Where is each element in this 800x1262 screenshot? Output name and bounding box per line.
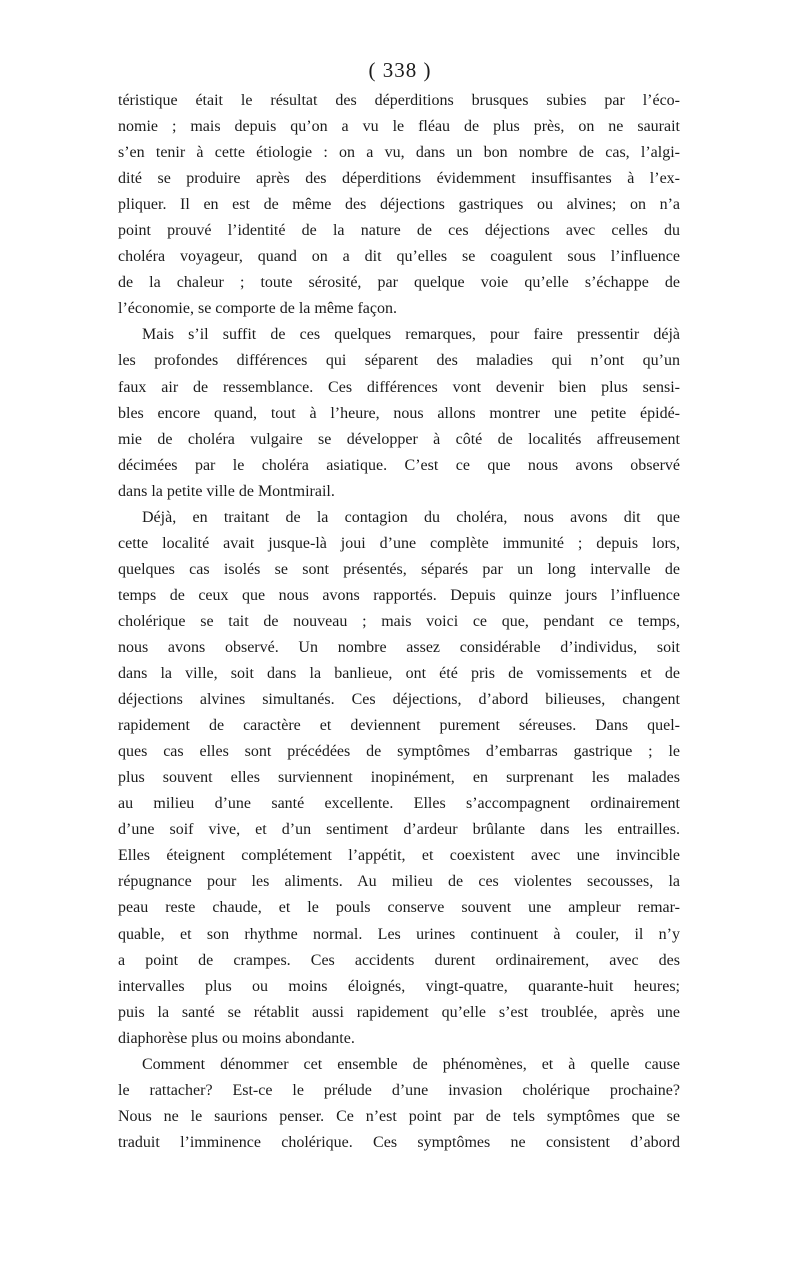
text-line: nous avons observé. Un nombre assez considérable d’individus, soit bbox=[118, 638, 680, 656]
text-line: intervalles plus ou moins éloignés, vingt-quatre, quarante-huit heures; bbox=[118, 977, 680, 995]
text-line: l’économie, se comporte de la même façon. bbox=[118, 300, 397, 318]
text-line: dité se produire après des déperditions évidemment insuffisantes à l’ex- bbox=[118, 170, 680, 188]
text-line: nomie ; mais depuis qu’on a vu le fléau de plus près, on ne saurait bbox=[118, 118, 680, 136]
text-line: d’une soif vive, et d’un sentiment d’ardeur brûlante dans les entrailles. bbox=[118, 821, 680, 839]
text-line: plus souvent elles surviennent inopinément, en surprenant les malades bbox=[118, 769, 680, 787]
text-line: déjections alvines simultanés. Ces déjections, d’abord bilieuses, changent bbox=[118, 691, 680, 709]
text-line: décimées par le choléra asiatique. C’est ce que nous avons observé bbox=[118, 456, 680, 474]
text-line: a point de crampes. Ces accidents durent ordinairement, avec des bbox=[118, 951, 680, 969]
text-line: cholérique se tait de nouveau ; mais voici ce que, pendant ce temps, bbox=[118, 612, 680, 630]
text-line: cette localité avait jusque-là joui d’une complète immunité ; depuis lors, bbox=[118, 534, 680, 552]
text-line: répugnance pour les aliments. Au milieu de ces violentes secousses, la bbox=[118, 873, 680, 891]
body-text bbox=[118, 92, 680, 1160]
text-line: rapidement de caractère et deviennent purement séreuses. Dans quel- bbox=[118, 717, 680, 735]
text-line: de la chaleur ; toute sérosité, par quelque voie qu’elle s’échappe de bbox=[118, 274, 680, 292]
text-line: quelques cas isolés se sont présentés, séparés par un long intervalle de bbox=[118, 560, 680, 578]
text-line: le rattacher? Est-ce le prélude d’une invasion cholérique prochaine? bbox=[118, 1081, 680, 1099]
text-line: puis la santé se rétablit aussi rapidement qu’elle s’est troublée, après une bbox=[118, 1003, 680, 1021]
text-line: bles encore quand, tout à l’heure, nous allons montrer une petite épidé- bbox=[118, 404, 680, 422]
text-line: Elles éteignent complétement l’appétit, et coexistent avec une invincible bbox=[118, 847, 680, 865]
text-line: peau reste chaude, et le pouls conserve souvent une ampleur remar- bbox=[118, 899, 680, 917]
page-number: ( 338 ) bbox=[368, 58, 432, 82]
text-line: diaphorèse plus ou moins abondante. bbox=[118, 1029, 355, 1047]
text-line: pliquer. Il en est de même des déjections gastriques ou alvines; on n’a bbox=[118, 196, 680, 214]
text-line: Nous ne le saurions penser. Ce n’est point par de tels symptômes que se bbox=[118, 1107, 680, 1125]
text-line: quable, et son rhythme normal. Les urines continuent à couler, il n’y bbox=[118, 925, 680, 943]
text-line: les profondes différences qui séparent des maladies qui n’ont qu’un bbox=[118, 352, 680, 370]
text-line: ques cas elles sont précédées de symptômes d’embarras gastrique ; le bbox=[118, 743, 680, 761]
text-line: faux air de ressemblance. Ces différences vont devenir bien plus sensi- bbox=[118, 378, 680, 396]
text-line: dans la ville, soit dans la banlieue, ont été pris de vomissements et de bbox=[118, 665, 680, 683]
text-line: temps de ceux que nous avons rapportés. Depuis quinze jours l’influence bbox=[118, 586, 680, 604]
text-line: mie de choléra vulgaire se développer à côté de localités affreusement bbox=[118, 430, 680, 448]
text-line: Mais s’il suffit de ces quelques remarques, pour faire pressentir déjà bbox=[142, 326, 680, 344]
text-line: choléra voyageur, quand on a dit qu’elles se coagulent sous l’influence bbox=[118, 248, 680, 266]
text-line: dans la petite ville de Montmirail. bbox=[118, 482, 335, 500]
text-line: téristique était le résultat des déperditions brusques subies par l’éco- bbox=[118, 92, 680, 109]
text-line: au milieu d’une santé excellente. Elles s’accompagnent ordinairement bbox=[118, 795, 680, 813]
text-line: Déjà, en traitant de la contagion du choléra, nous avons dit que bbox=[142, 508, 680, 526]
text-line: point prouvé l’identité de la nature de ces déjections avec celles du bbox=[118, 222, 680, 240]
text-line: traduit l’imminence cholérique. Ces symptômes ne consistent d’abord bbox=[118, 1133, 680, 1151]
text-line: Comment dénommer cet ensemble de phénomènes, et à quelle cause bbox=[142, 1055, 680, 1073]
text-line: s’en tenir à cette étiologie : on a vu, dans un bon nombre de cas, l’algi- bbox=[118, 144, 680, 162]
